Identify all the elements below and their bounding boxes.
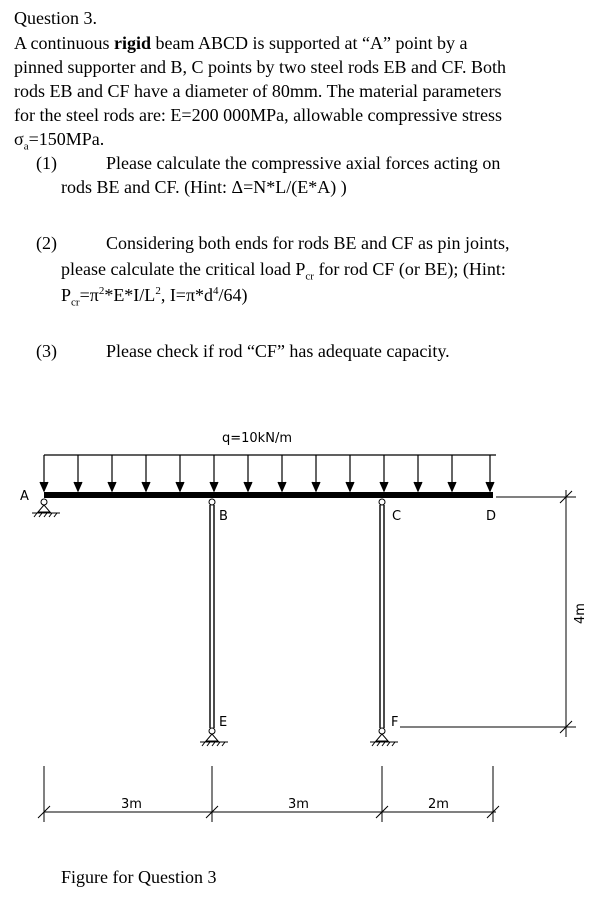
part-1-line-1: Please calculate the compressive axial forces acting on [106, 153, 501, 173]
height-label: 4m [573, 603, 588, 624]
label-e: E [219, 715, 228, 730]
rod-cf [370, 499, 398, 746]
dim-bc: 3m [288, 797, 309, 812]
intro-line-5: $\sigma_a=150MPa$. [14, 129, 105, 153]
question-heading: Question 3. [14, 8, 97, 28]
part-1-line-2: rods BE and CF. (Hint: Δ=N*L/(E*A) ) [61, 177, 347, 197]
part-2-line-3: $P_{cr}=\pi^2*E*I/L^2$, $I=\pi*d^4/64$) [61, 285, 248, 309]
label-a: A [20, 489, 29, 504]
part-2-number: (2) [36, 233, 57, 253]
label-c: C [392, 509, 402, 524]
dim-cd: 2m [428, 797, 449, 812]
height-dimension [400, 490, 576, 737]
pin-support-a [32, 499, 60, 517]
dim-ab: 3m [121, 797, 142, 812]
intro-line-1: A continuous rigid beam ABCD is supported at “A” point by a [14, 33, 468, 53]
figure-caption: Figure for Question 3 [61, 867, 217, 887]
intro-line-4: for the steel rods are: E=200 000MPa, allowable compressive stress [14, 105, 503, 125]
part-3-line-1: Please check if rod “CF” has adequate capacity. [106, 341, 450, 361]
label-b: B [219, 509, 228, 524]
span-dimensions [38, 766, 499, 822]
intro-line-2: pinned supporter and B, C points by two steel rods EB and CF. Both [14, 57, 507, 77]
rod-be [200, 499, 228, 746]
part-1-number: (1) [36, 153, 57, 173]
part-2-line-2: please calculate the critical load $P_{cr}$ for rod CF (or BE); (Hint: [61, 259, 506, 283]
distributed-load-arrows [40, 455, 494, 491]
label-d: D [486, 509, 497, 524]
load-label: q=10kN/m [222, 431, 292, 446]
rigid-emphasis: rigid [114, 33, 152, 53]
part-3-number: (3) [36, 341, 57, 361]
rigid-beam [44, 492, 493, 498]
part-2-line-1: Considering both ends for rods BE and CF as pin joints, [106, 233, 510, 253]
label-f: F [391, 715, 399, 730]
intro-line-3: rods EB and CF have a diameter of 80mm. The material parameters [14, 81, 502, 101]
